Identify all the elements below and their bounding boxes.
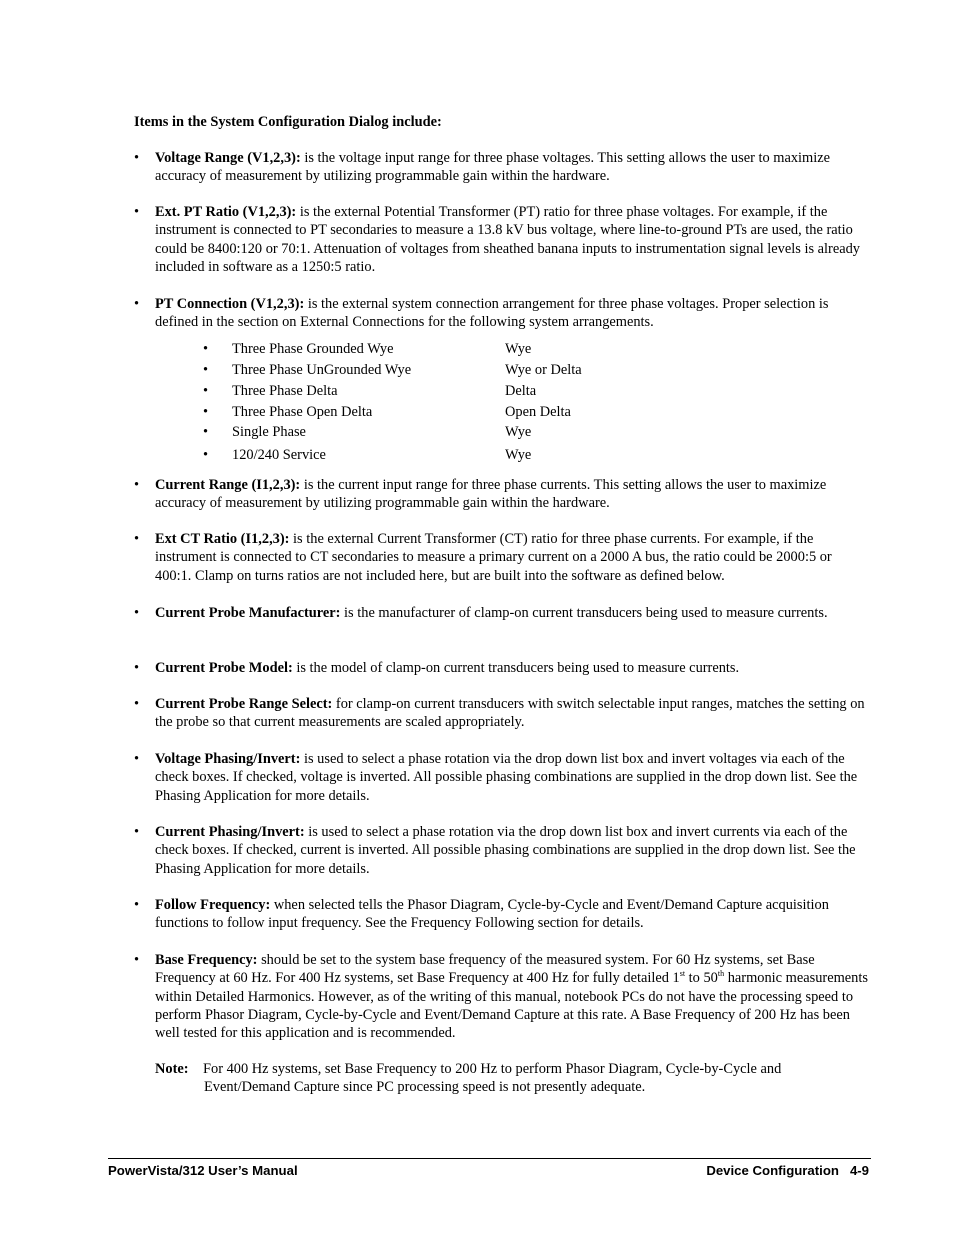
list-item-current-phasing-invert — [134, 823, 871, 878]
note-block — [155, 1060, 871, 1097]
bullet-icon: • — [203, 362, 209, 378]
item-text: is the external Current Transformer (CT) ratio for three phase currents. For example, if the instrument is connected to CT secondaries to measure a primary current on a 2000 A bus, the ratio could be 2000:5 or 400:1. Clamp on turns ratios are not included here, but are built into the software as defined below. — [155, 531, 832, 584]
list-item-ext-ct-ratio — [134, 530, 871, 585]
list-item-base-frequency — [134, 951, 871, 1042]
sub-list-item — [203, 382, 537, 400]
connection-type: Wye — [505, 447, 532, 463]
item-text: should be set to the system base frequency of the measured system. For 60 Hz systems, set Base Frequency at 60 Hz. For 400 Hz systems, set Base Frequency at 400 Hz for fully detailed 1 — [155, 952, 815, 987]
item-text: is used to select a phase rotation via the drop down list box and invert currents via each of the check boxes. If checked, current is inverted. All possible phasing combinations are supplied in the drop down list. See the Phasing Application for more details. — [155, 824, 856, 877]
bullet-icon: • — [134, 696, 140, 712]
item-term: Current Probe Manufacturer: — [155, 605, 341, 621]
system-name: Three Phase Delta — [232, 383, 338, 399]
system-name: Single Phase — [232, 424, 306, 440]
bullet-icon: • — [134, 660, 140, 676]
item-text: is the voltage input range for three phase voltages. This setting allows the user to maximize accuracy of measurement by utilizing programmable gain within the hardware. — [155, 150, 831, 185]
bullet-icon: • — [134, 751, 140, 767]
item-text: harmonic measurements within Detailed Harmonics. However, as of the writing of this manual, notebook PCs do not have the processing speed to perform Phasor Diagram, Cycle-by-Cycle and Event/Demand Capture at this rate. A Base Frequency of 200 Hz has been well tested for this application and is recommended. — [155, 970, 868, 1042]
list-item-voltage-range — [134, 149, 871, 186]
system-name: Three Phase Open Delta — [232, 404, 373, 420]
note-text: For 400 Hz systems, set Base Frequency to 200 Hz to perform Phasor Diagram, Cycle-by-Cycle and — [203, 1061, 782, 1077]
bullet-icon: • — [134, 204, 140, 220]
item-term: Base Frequency: — [155, 952, 258, 968]
bullet-icon: • — [134, 150, 140, 166]
item-term: Voltage Phasing/Invert: — [155, 751, 301, 767]
note-label: Note: — [155, 1061, 189, 1077]
list-item-current-range — [134, 476, 871, 513]
bullet-icon: • — [203, 383, 209, 399]
list-item-pt-connection — [134, 295, 871, 332]
note-text: Event/Demand Capture since PC processing speed is not presently adequate. — [204, 1079, 646, 1096]
item-term: Current Probe Model: — [155, 660, 293, 676]
bullet-icon: • — [203, 341, 209, 357]
connection-type: Wye or Delta — [505, 362, 582, 378]
sub-list-item — [203, 361, 582, 379]
footer-page-info — [706, 1163, 869, 1178]
system-name: Three Phase UnGrounded Wye — [232, 362, 412, 378]
item-text: is the manufacturer of clamp-on current transducers being used to measure currents. — [340, 605, 828, 621]
system-name: 120/240 Service — [232, 447, 326, 463]
sub-list-item — [203, 446, 532, 464]
superscript: th — [717, 969, 725, 979]
bullet-icon: • — [134, 897, 140, 913]
bullet-icon: • — [134, 605, 140, 621]
connection-type: Wye — [505, 424, 532, 440]
footer-page-number: 4-9 — [849, 1163, 869, 1178]
footer-manual-title: PowerVista/312 User’s Manual — [108, 1163, 298, 1178]
list-item-follow-frequency — [134, 896, 871, 933]
list-item-current-probe-range-select — [134, 695, 871, 732]
bullet-icon: • — [134, 531, 140, 547]
list-item-current-probe-model — [134, 659, 871, 677]
sub-list-item — [203, 340, 532, 358]
item-term: Current Range (I1,2,3): — [155, 477, 301, 493]
connection-type: Delta — [505, 383, 537, 399]
item-text: is the external system connection arrangement for three phase voltages. Proper selection is defined in the section on External Connections for the following system arrangements. — [155, 296, 829, 331]
sub-list-item — [203, 423, 532, 441]
section-heading: Items in the System Configuration Dialog include: — [134, 114, 442, 130]
system-name: Three Phase Grounded Wye — [232, 341, 394, 357]
item-text: is the model of clamp-on current transducers being used to measure currents. — [292, 660, 740, 676]
item-term: PT Connection (V1,2,3): — [155, 296, 305, 312]
bullet-icon: • — [203, 447, 209, 463]
footer-section: Device Configuration — [706, 1163, 839, 1178]
item-term: Ext CT Ratio (I1,2,3): — [155, 531, 290, 547]
connection-type: Open Delta — [505, 404, 571, 420]
bullet-icon: • — [134, 296, 140, 312]
item-term: Current Phasing/Invert: — [155, 824, 305, 840]
item-term: Follow Frequency: — [155, 897, 271, 913]
item-text: for clamp-on current transducers with switch selectable input ranges, matches the setting on the probe so that current measurements are scaled appropriately. — [155, 696, 865, 731]
sub-list-item — [203, 403, 571, 421]
item-term: Current Probe Range Select: — [155, 696, 333, 712]
list-item-ext-pt-ratio — [134, 203, 871, 276]
item-text: is the current input range for three phase currents. This setting allows the user to maximize accuracy of measurement by utilizing programmable gain within the hardware. — [155, 477, 827, 512]
item-term: Ext. PT Ratio (V1,2,3): — [155, 204, 297, 220]
item-text: to 50 — [685, 970, 718, 987]
connection-type: Wye — [505, 341, 532, 357]
bullet-icon: • — [203, 424, 209, 440]
bullet-icon: • — [134, 952, 140, 968]
item-text: is used to select a phase rotation via the drop down list box and invert voltages via each of the check boxes. If checked, voltage is inverted. All possible phasing combinations are supplied in the drop down list. See the Phasing Application for more details. — [155, 751, 858, 804]
item-text: is the external Potential Transformer (PT) ratio for three phase voltages. For example, if the instrument is connected to PT secondaries to measure a 13.8 kV bus voltage, where line-to-ground PTs are used, the ratio could be 8400:120 or 70:1. Attenuation of voltages from sheathed banana inputs to instrumentation signal levels is already included in software as a 1250:5 ratio. — [155, 204, 860, 275]
item-text: when selected tells the Phasor Diagram, Cycle-by-Cycle and Event/Demand Capture acquisition functions to follow input frequency. See the Frequency Following section for details. — [155, 897, 829, 932]
list-item-voltage-phasing-invert — [134, 750, 871, 805]
footer-divider — [108, 1158, 871, 1159]
superscript: st — [679, 969, 686, 979]
list-item-current-probe-manufacturer — [134, 604, 871, 622]
bullet-icon: • — [203, 404, 209, 420]
bullet-icon: • — [134, 824, 140, 840]
item-term: Voltage Range (V1,2,3): — [155, 150, 301, 166]
bullet-icon: • — [134, 477, 140, 493]
